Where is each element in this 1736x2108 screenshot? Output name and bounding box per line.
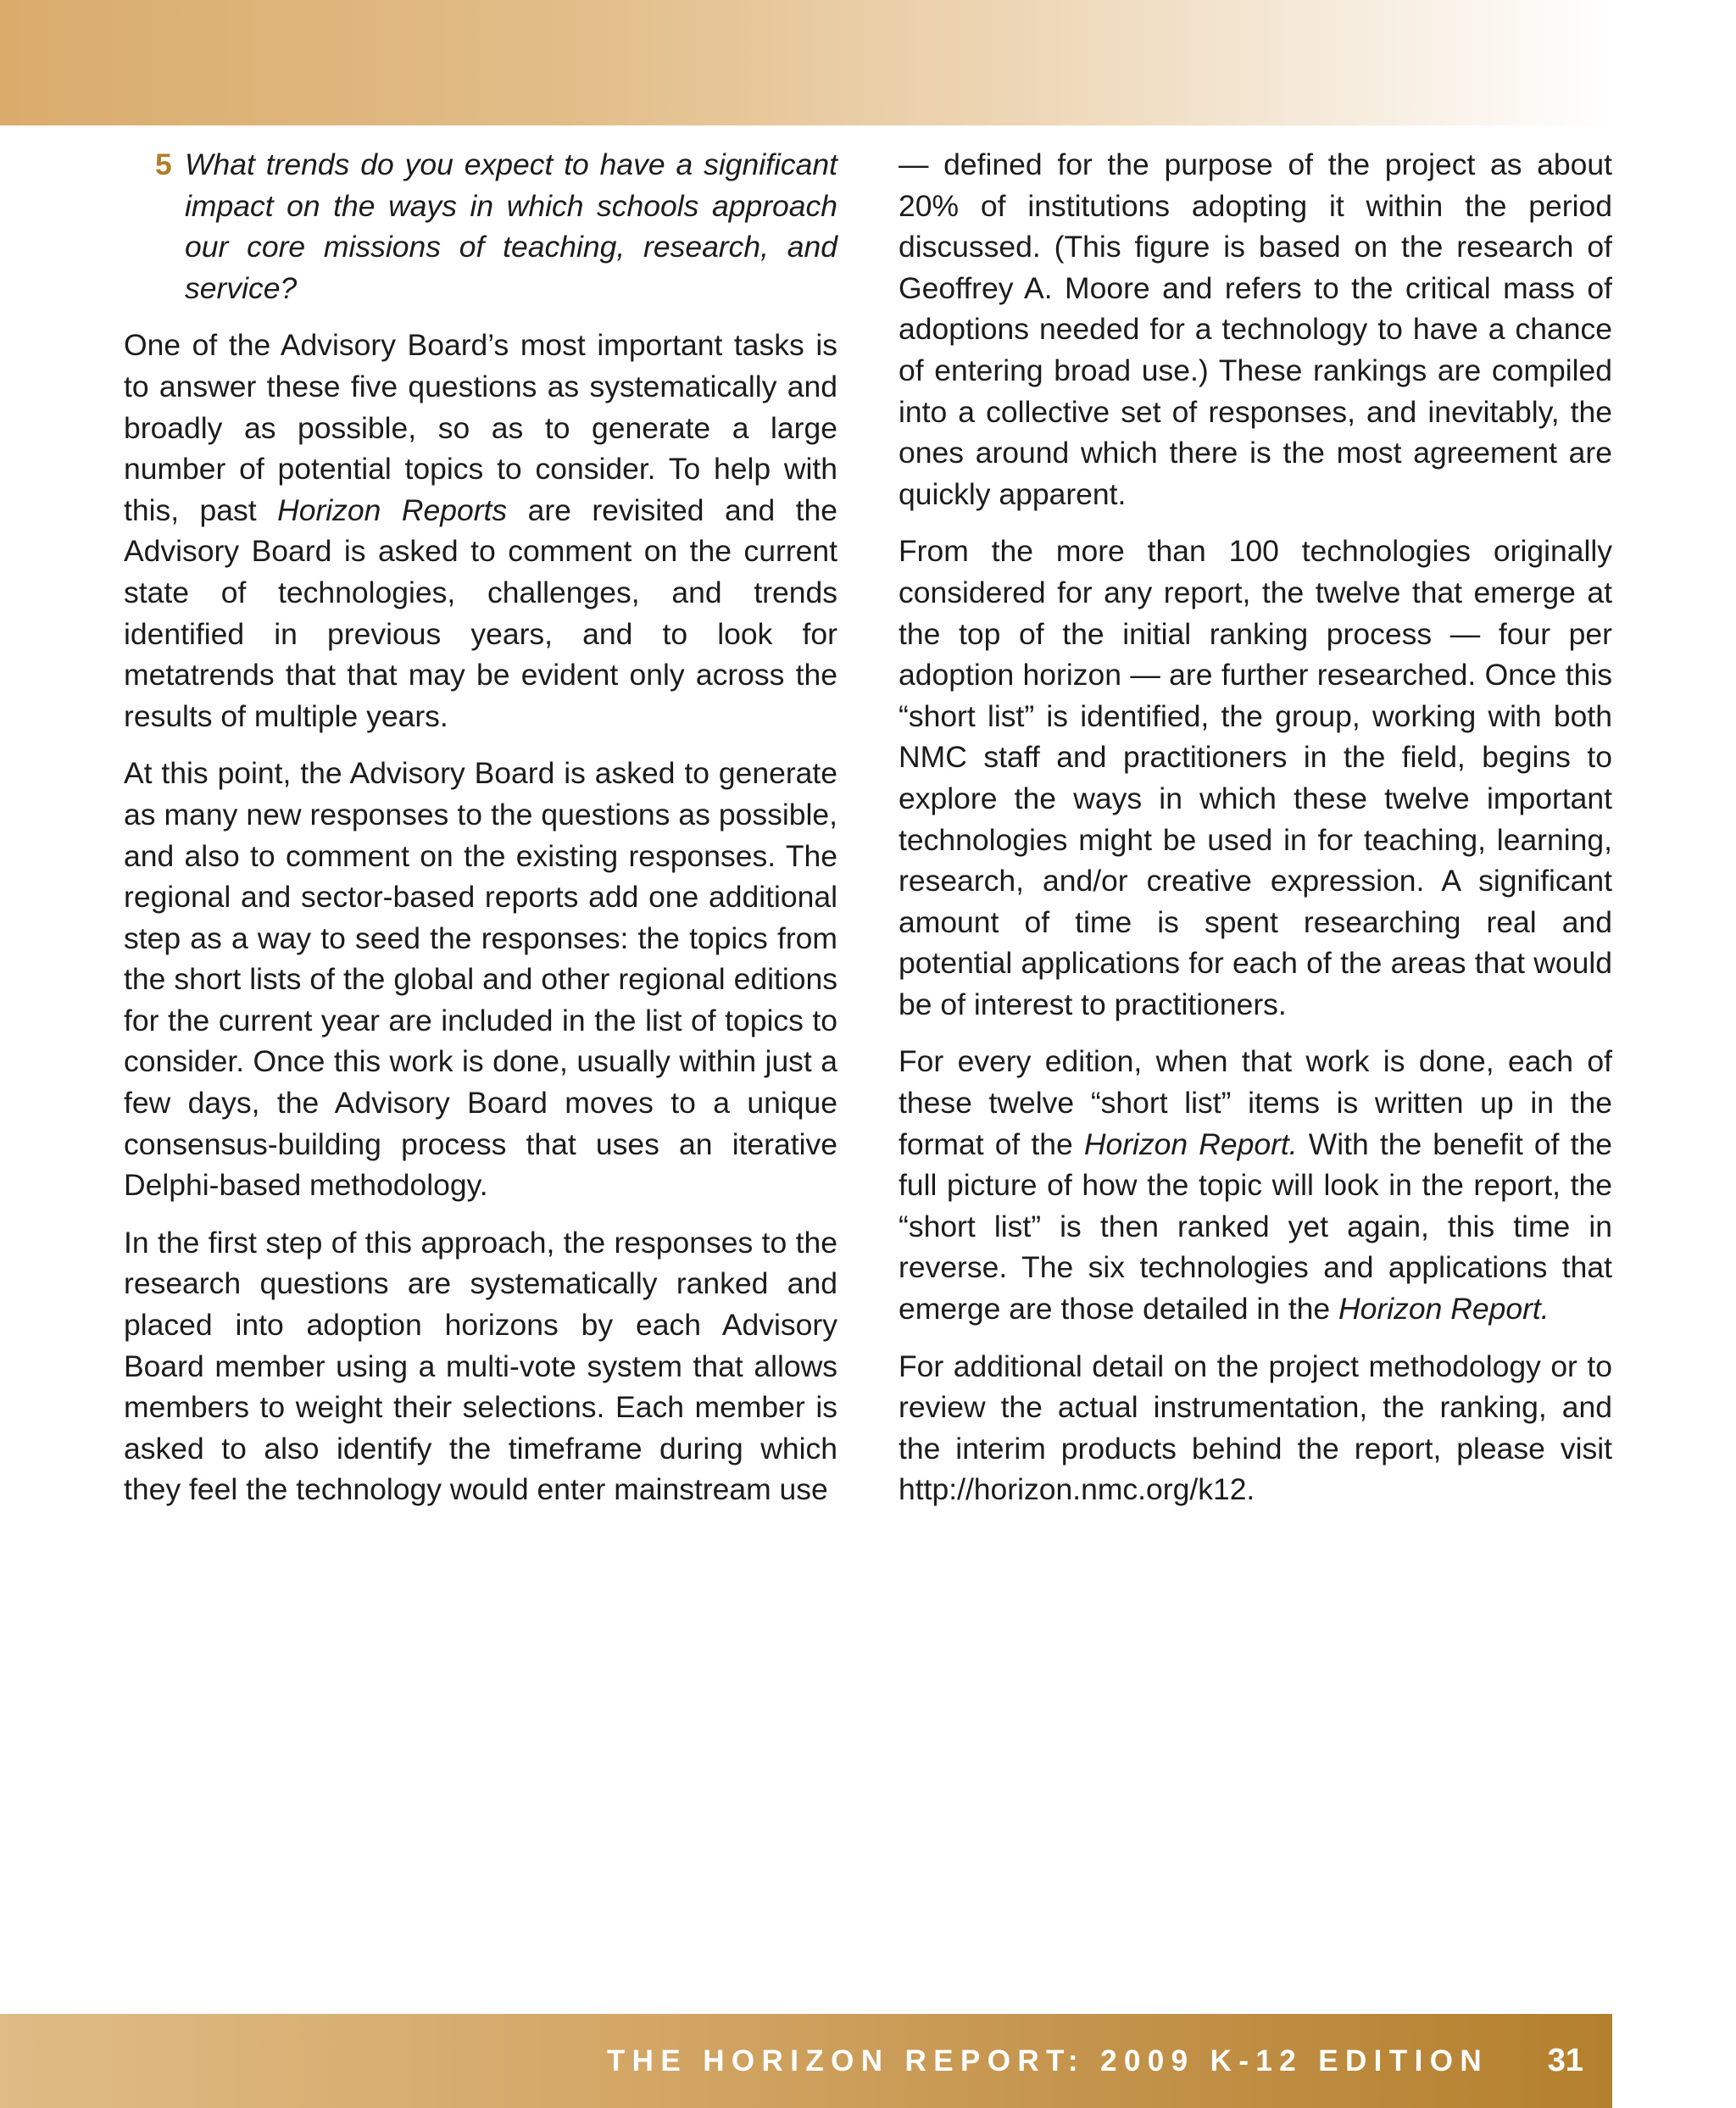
header-decorative-band [0,0,1615,125]
paragraph-new-responses: At this point, the Advisory Board is asked to generate as many new responses to the questions as possible, and also to comment on the existing responses. The regional and sector-based reports add one additional step as a way to seed the responses: the topics from the short lists of the global and other regional editions for the current year are included in the list of topics to consider. Once this work is done, usually within just a few days, the Advisory Board moves to a unique consensus-building process that uses an iterative Delphi-based methodology. [124,756,837,1203]
paragraph-additional-detail: For additional detail on the project methodology or to review the actual instrumentation, the ranking, and the interim products behind the report, please visit http://horizon.nmc.org/k12. [899,1349,1612,1507]
question-5 [124,144,837,309]
question-number: 5 [155,147,172,181]
question-text: What trends do you expect to have a significant impact on the ways in which schools approach our core missions of teaching, research, and service? [185,147,837,305]
footer-band [0,2014,1612,2108]
paragraph-short-list: From the more than 100 technologies originally considered for any report, the twelve that emerge at the top of the initial ranking process — four per adoption horizon — are further researched. Once this “short list” is identified, the group, working with both NMC staff and practitioners in the field, begins to explore the ways in which these twelve important technologies might be used in for teaching, learning, research, and/or creative expression. A significant amount of time is spent researching real and potential applications for each of the areas that would be of interest to practitioners. [899,534,1612,1021]
paragraph-first-step: In the first step of this approach, the responses to the research questions are systematically ranked and placed into adoption horizons by each Advisory Board member using a multi-vote system that allows members to weight their selections. Each member is asked to also identify the timeframe during which they feel the technology would enter mainstream use [124,1225,837,1507]
report-title-italic: Horizon Report. [1083,1126,1298,1161]
paragraph-text: With the benefit of the full picture of how the topic will look in the report, the “short list” is then ranked yet again, this time in reverse. The six technologies and applications that emerge are those detailed in the [899,1126,1612,1327]
paragraph-every-edition [899,1041,1612,1329]
left-column [124,144,837,1527]
right-column [899,144,1612,1527]
paragraph-definition: — defined for the purpose of the project as about 20% of institutions adopting it within the period discussed. (This figure is based on the research of Geoffrey A. Moore and refers to the critical mass of adoptions needed for a technology to have a chance of entering broad use.) These rankings are compiled into a collective set of responses, and inevitably, the ones around which there is the most agreement are quickly apparent. [899,147,1612,511]
paragraph-text: One of the Advisory Board’s most important tasks is to answer these five questions as systematically and broadly as possible, so as to generate a large number of potential topics to consider. To help with this, past [124,328,837,527]
paragraph-text: For every edition, when that work is done, each of these twelve “short list” items is written up in the format of the [899,1044,1612,1161]
paragraph-text: are revisited and the Advisory Board is asked to comment on the current state of technologies, challenges, and trends identified in previous years, and to look for metatrends that that may be evident only across the results of multiple years. [124,492,837,733]
paragraph-advisory-tasks [124,325,837,737]
report-title-italic: Horizon Report. [1338,1292,1550,1327]
report-title-italic: Horizon Reports [277,492,508,527]
footer-title: THE HORIZON REPORT: 2009 K-12 EDITION [606,2044,1488,2077]
page-number: 31 [1547,2043,1583,2078]
